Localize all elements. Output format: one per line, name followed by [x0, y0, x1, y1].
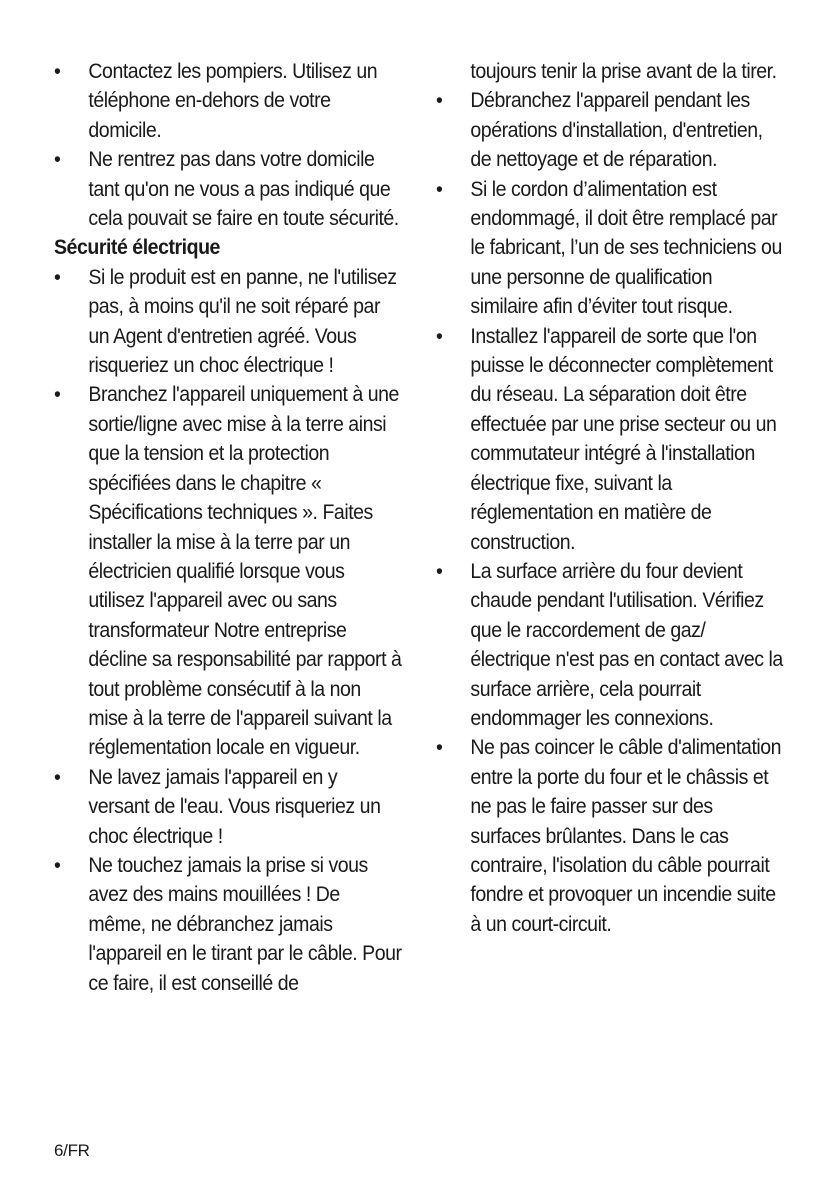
- list-item: [436, 86, 784, 174]
- bullet-icon: •: [436, 324, 443, 348]
- item-text: Contactez les pompiers. Utilisez un téléphone en-dehors de votre domicile.: [88, 60, 378, 142]
- list-item: [54, 57, 402, 145]
- list-item: [436, 557, 784, 733]
- item-text: Installez l'appareil de sorte que l'on puisse le déconnecter complètement du réseau. La séparation doit être effectuée par une prise secteur ou un commutateur intégré à l'installation électrique fixe, suivant la réglementation en matière de construction.: [470, 324, 777, 554]
- bullet-icon: •: [54, 853, 61, 877]
- list-item: [54, 851, 402, 998]
- section-heading: Sécurité électrique: [54, 236, 220, 260]
- item-text: Ne lavez jamais l'appareil en y versant de l'eau. Vous risqueriez un choc électrique !: [88, 765, 381, 848]
- left-column: [54, 57, 402, 998]
- bullet-icon: •: [54, 265, 61, 289]
- list-item: [436, 322, 784, 557]
- left-text-block: [54, 57, 402, 998]
- list-item: [436, 175, 784, 322]
- bullet-icon: •: [54, 765, 61, 789]
- item-text: La surface arrière du four devient chaude pendant l'utilisation. Vérifiez que le raccordement de gaz/électrique n'est pas en contact avec la surface arrière, cela pourrait endommager les connexions.: [470, 559, 783, 730]
- item-text: Branchez l'appareil uniquement à une sortie/ligne avec mise à la terre ainsi que la tension et la protection spécifiées dans le chapitre « Spécifications techniques ». Faites installer la mise à la terre par un électricien qualifié lorsque vous utilisez l'appareil avec ou sans transformateur Notre entreprise décline sa responsabilité par rapport à tout problème consécutif à la non mise à la terre de l'appareil suivant la réglementation locale en vigueur.: [88, 383, 402, 760]
- item-text: Ne touchez jamais la prise si vous avez des mains mouillées ! De même, ne débranchez jamais l'appareil en le tirant par le câble. Pour ce faire, il est conseillé de: [88, 853, 402, 995]
- list-item: [54, 380, 402, 762]
- list-item: [54, 263, 402, 381]
- bullet-icon: •: [436, 559, 443, 583]
- item-text: Ne pas coincer le câble d'alimentation entre la porte du four et le châssis et ne pas le faire passer sur des surfaces brûlantes. Dans le cas contraire, l'isolation du câble pourrait fondre et provoquer un incendie suite à un court-circuit.: [470, 736, 782, 936]
- bullet-icon: •: [436, 89, 443, 113]
- item-text: Si le cordon d’alimentation est endommagé, il doit être remplacé par le fabricant, l’un de ses techniciens ou une personne de qualification similaire afin d’éviter tout risque.: [470, 177, 782, 319]
- bullet-icon: •: [54, 383, 61, 407]
- bullet-icon: •: [54, 60, 61, 83]
- right-column: [436, 57, 784, 939]
- right-text-block: [436, 57, 784, 939]
- list-item: [54, 763, 402, 851]
- bullet-icon: •: [54, 148, 61, 172]
- item-text: Débranchez l'appareil pendant les opérations d'installation, d'entretien, de nettoyage et de réparation.: [470, 89, 763, 172]
- list-item: [436, 733, 784, 939]
- page-number: 6/FR: [54, 1141, 90, 1160]
- continued-text: toujours tenir la prise avant de la tirer.: [470, 60, 777, 83]
- bullet-icon: •: [436, 177, 443, 201]
- item-text: Ne rentrez pas dans votre domicile tant qu'on ne vous a pas indiqué que cela pouvait se faire en toute sécurité.: [88, 148, 399, 231]
- item-text: Si le produit est en panne, ne l'utilisez pas, à moins qu'il ne soit réparé par un Agent d'entretien agréé. Vous risqueriez un choc électrique !: [88, 265, 397, 378]
- bullet-icon: •: [436, 736, 443, 760]
- list-item: [54, 145, 402, 233]
